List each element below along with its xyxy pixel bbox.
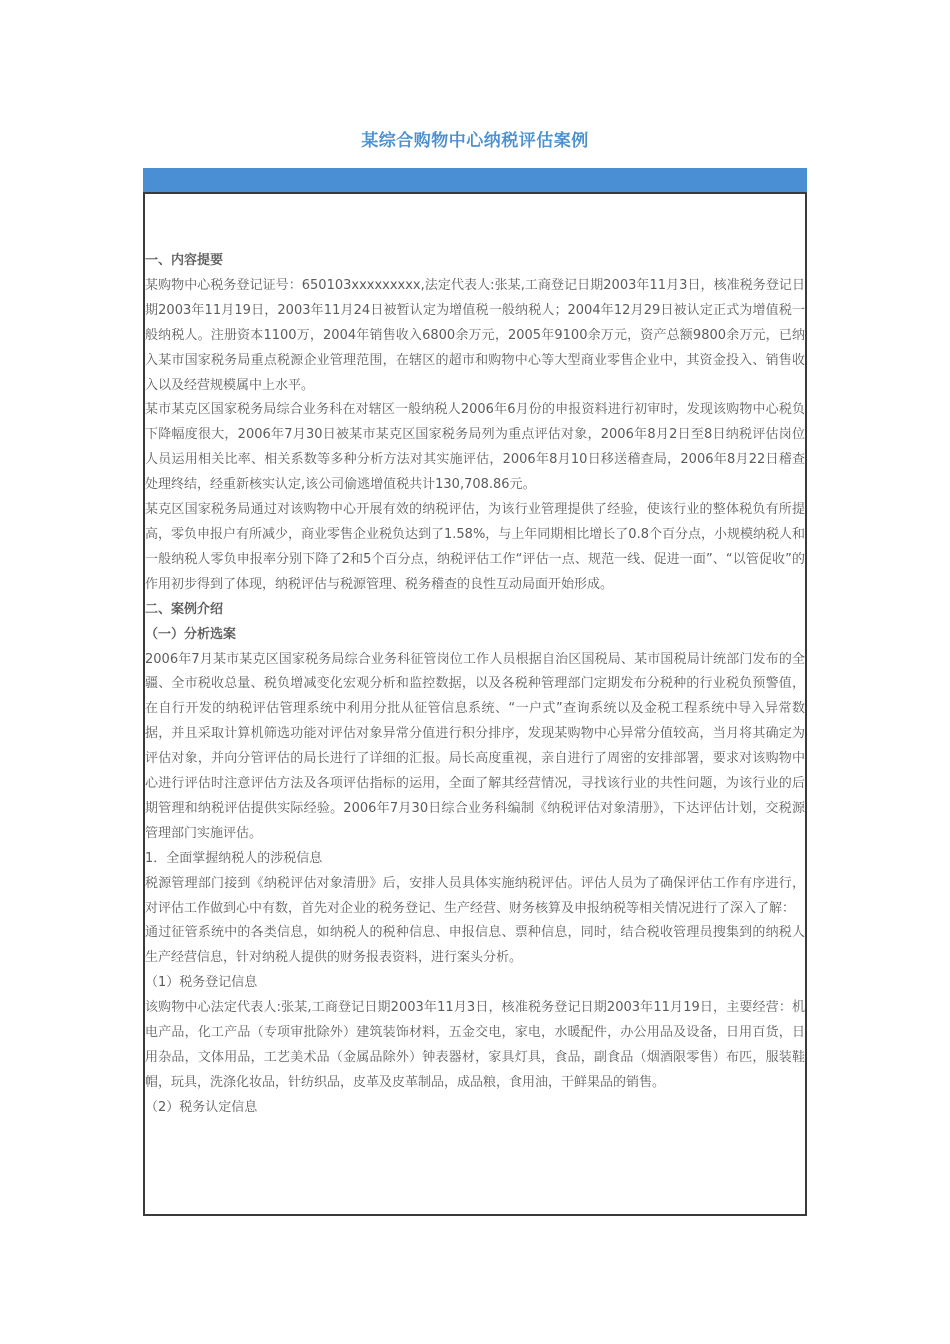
document-body: [145, 249, 805, 1121]
section-heading: 二、案例介绍: [145, 601, 224, 617]
section-heading: 一、内容提要: [145, 253, 224, 268]
header-bar: [143, 168, 807, 192]
content-frame: [143, 192, 807, 1216]
paragraph: 通过征管系统中的各类信息，如纳税人的税种信息、申报信息、票种信息，同时，结合税收管理员搜集到的纳税人生产经营信息，针对纳税人提供的财务报表资料，进行案头分析。: [145, 925, 805, 966]
paragraph: 某市某克区国家税务局综合业务科在对辖区一般纳税人2006年6月份的申报资料进行初审时，发现该购物中心税负下降幅度很大，2006年7月30日被某市某克区国家税务局列为重点评估对象，2006年8月2日至8日纳税评估岗位人员运用相关比率、相关系数等多种分析方法对其实施评估，2006年8月10日移送稽查局，2006年8月22日稽查处理终结，经重新核实认定,该公司偷逃增值税共计130,708.86元。: [145, 402, 805, 493]
paragraph: 该购物中心法定代表人:张某,工商登记日期2003年11月3日，核准税务登记日期2003年11月19日，主要经营：机电产品，化工产品（专项审批除外）建筑装饰材料，五金交电，家电，水暖配件，办公用品及设备，日用百货，日用杂品，文体用品，工艺美术品（金属品除外）钟表器材，家具灯具，食品，副食品（烟酒限零售）布匹，服装鞋帽，玩具，洗涤化妆品，针纺织品，皮革及皮革制品，成品粮，食用油，干鲜果品的销售。: [145, 1000, 805, 1090]
paragraph: 某购物中心税务登记证号：650103xxxxxxxxx,法定代表人:张某,工商登记日期2003年11月3日，核准税务登记日期2003年11月19日，2003年11月24日被暂认定为增值税一般纳税人；2004年12月29日被认定正式为增值税一般纳税人。注册资本1100万，2004年销售收入6800余万元，2005年9100余万元，资产总额9800余万元，已纳入某市国家税务局重点税源企业管理范围，在辖区的超市和购物中心等大型商业零售企业中，其资金投入、销售收入以及经营规模属中上水平。: [145, 277, 805, 393]
paragraph: 税源管理部门接到《纳税评估对象清册》后，安排人员具体实施纳税评估。评估人员为了确保评估工作有序进行，对评估工作做到心中有数，首先对企业的税务登记、生产经营、财务核算及申报纳税等相关情况进行了深入了解：: [145, 875, 805, 916]
section-heading: （一）分析选案: [145, 626, 237, 642]
document-title: 某综合购物中心纳税评估案例: [361, 131, 589, 151]
paragraph: 2006年7月某市某克区国家税务局综合业务科征管岗位工作人员根据自治区国税局、某市国税局计统部门发布的全疆、全市税收总量、税负增减变化宏观分析和监控数据，以及各税种管理部门定期发布分税种的行业税负预警值，在自行开发的纳税评估管理系统中利用分批从征管信息系统、“一户式”查询系统以及金税工程系统中导入异常数据，并且采取计算机筛选功能对评估对象异常分值进行积分排序，发现某购物中心异常分值较高，当月将其确定为评估对象，并向分管评估的局长进行了详细的汇报。局长高度重视，亲自进行了周密的安排部署，要求对该购物中心进行评估时注意评估方法及各项评估指标的运用，全面了解其经营情况，寻找该行业的共性问题，为该行业的后期管理和纳税评估提供实际经验。2006年7月30日综合业务科编制《纳税评估对象清册》，下达评估计划，交税源管理部门实施评估。: [145, 651, 805, 841]
paragraph: （1）税务登记信息: [145, 975, 258, 991]
paragraph: 某克区国家税务局通过对该购物中心开展有效的纳税评估，为该行业管理提供了经验，使该行业的整体税负有所提高，零负申报户有所减少，商业零售企业税负达到了1.58%，与上年同期相比增长了0.8个百分点，小规模纳税人和一般纳税人零负申报率分别下降了2和5个百分点，纳税评估工作“评估一点、规范一线、促进一面”、“以管促收”的作用初步得到了体现，纳税评估与税源管理、税务稽查的良性互动局面开始形成。: [145, 502, 805, 592]
paragraph: （2）税务认定信息: [145, 1099, 258, 1115]
paragraph: 1．全面掌握纳税人的涉税信息: [145, 850, 323, 866]
